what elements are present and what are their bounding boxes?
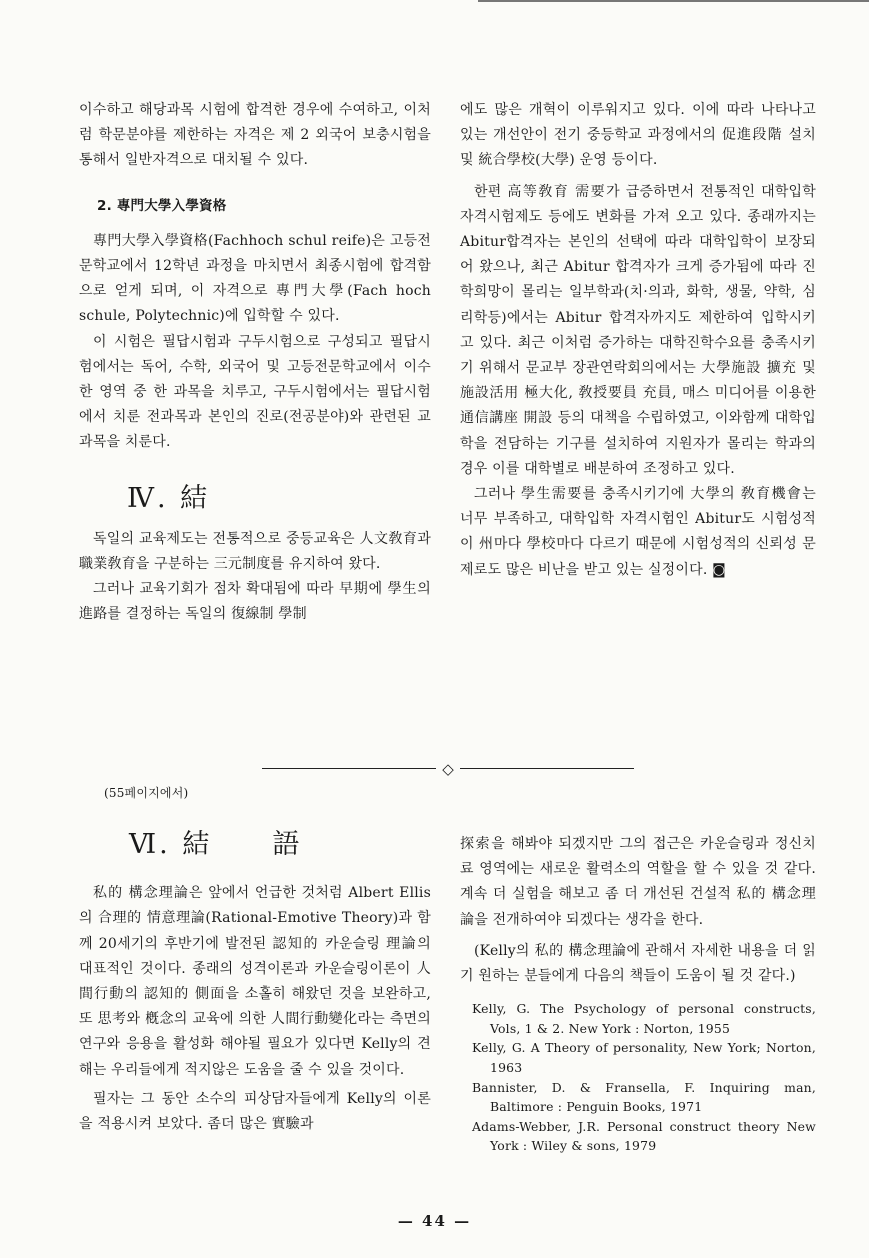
upper-left-column bbox=[79, 98, 431, 628]
divider-line-left bbox=[262, 768, 436, 769]
paragraph: 필자는 그 동안 소수의 피상담자들에게 Kelly의 이론을 적용시켜 보았다. 좀더 많은 實驗과 bbox=[79, 1090, 431, 1133]
paragraph: 독일의 교육제도는 전통적으로 중등교육은 人文敎育과 職業敎育을 구분하는 三元制度를 유지하여 왔다. bbox=[79, 530, 431, 573]
section-divider bbox=[262, 759, 634, 779]
paragraph: 그러나 교육기회가 점차 확대됨에 따라 早期에 學生의 進路를 결정하는 독일의 復線制 學制 bbox=[79, 581, 431, 623]
top-rule bbox=[478, 0, 869, 2]
reference-item: Kelly, G. A Theory of personality, New York; Norton, 1963 bbox=[472, 1040, 816, 1075]
paragraph: (Kelly의 私的 構念理論에 관해서 자세한 내용을 더 읽기 원하는 분들에게 다음의 책들이 도움이 될 것 같다.) bbox=[460, 942, 816, 985]
chapter-heading: Ⅳ. 結 bbox=[127, 482, 211, 514]
paragraph: 이 시험은 필답시험과 구두시험으로 구성되고 필답시험에서는 독어, 수학, 외국어 및 고등전문학교에서 이수한 영역 중 한 과목을 치루고, 구두시험에서는 필답시험에서 치룬 전과목과 본인의 진로(전공분야)와 관련된 교과목을 치룬다. bbox=[79, 333, 431, 451]
reference-item: Kelly, G. The Psychology of personal constructs, Vols, 1 & 2. New York : Norton, 1955 bbox=[472, 1001, 816, 1036]
paragraph: 探索을 해봐야 되겠지만 그의 접근은 카운슬링과 정신치료 영역에는 새로운 활력소의 역할을 할 수 있을 것 같다. 계속 더 실험을 해보고 좀 더 개선된 건설적 私的 構念理論을 전개하여야 되겠다는 생각을 한다. bbox=[460, 836, 816, 928]
reference-item: Adams-Webber, J.R. Personal construct theory New York : Wiley & sons, 1979 bbox=[472, 1118, 816, 1154]
diamond-icon: ◇ bbox=[442, 760, 454, 778]
page-number: — 44 — bbox=[397, 1212, 472, 1230]
lower-right-column bbox=[460, 832, 816, 1156]
section-heading: 2. 專門大學入學資格 bbox=[97, 197, 227, 214]
paragraph: 에도 많은 개혁이 이루워지고 있다. 이에 따라 나타나고 있는 개선안이 전기 중등학교 과정에서의 促進段階 설치 및 統合學校(大學) 운영 등이다. bbox=[460, 102, 816, 169]
reference-list bbox=[460, 999, 816, 1156]
divider-line-right bbox=[460, 768, 634, 769]
paragraph-text: 그러나 學生需要를 충족시키기에 大學의 敎育機會는 너무 부족하고, 대학입학 자격시험인 Abitur도 시험성적이 州마다 學校마다 다르기 때문에 시험성적의 신뢰성 문제로도 많은 비난을 받고 있는 실정이다. bbox=[460, 486, 816, 578]
end-mark: ◙ bbox=[712, 561, 726, 578]
paragraph bbox=[460, 482, 816, 583]
paragraph: 이수하고 해당과목 시험에 합격한 경우에 수여하고, 이처럼 학문분야를 제한하는 자격은 제 2 외국어 보충시험을 통해서 일반자격으로 대치될 수 있다. bbox=[79, 102, 431, 169]
paragraph: 私的 構念理論은 앞에서 언급한 것처럼 Albert Ellis의 合理的 情意理論(Rational-Emotive Theory)과 함께 20세기의 후반기에 발전된 認知的 카운슬링 理論의 대표적인 것이다. 종래의 성격이론과 카운슬링이론이 人間行動의 認知的 側面을 소홀히 해왔던 것을 보완하고, 또 思考와 槪念의 교육에 의한 人間行動變化라는 측면의 연구와 응용을 활성화 해야될 필요가 있다면 Kelly의 견해는 우리들에게 적지않은 도움을 줄 수 있을 것이다. bbox=[79, 885, 431, 1078]
continued-note: (55페이지에서) bbox=[104, 786, 189, 800]
chapter-heading: Ⅵ. 結 語 bbox=[129, 829, 303, 860]
paragraph: 한편 高等敎育 需要가 급증하면서 전통적인 대학입학 자격시험제도 등에도 변화를 가져 오고 있다. 종래까지는 Abitur합격자는 본인의 선택에 따라 대학입학이 보장되어 왔으나, 최근 Abitur 합격자가 크게 증가됨에 따라 진학희망이 몰리는 일부학과(치·의과, 화학, 생물, 약학, 심리학등)에서는 Abitur 합격자까지도 제한하여 입학시키고 있다. 최근 이처럼 증가하는 대학진학수요를 충족시키기 위해서 문교부 장관연락회의에서는 大學施設 擴充 및 施設活用 極大化, 敎授要員 充員, 매스 미디어를 이용한 通信講座 開設 등의 대책을 수립하였고, 이와함께 대학입학을 전담하는 기구를 설치하여 지원자가 몰리는 학과의 경우 이를 대학별로 배분하여 조정하고 있다. bbox=[460, 183, 816, 477]
paragraph: 專門大學入學資格(Fachhoch schul reife)은 고등전문학교에서 12학년 과정을 마치면서 최종시험에 합격함으로 얻게 되며, 이 자격으로 專門大學(Fach hoch schule, Polytechnic)에 입학할 수 있다. bbox=[79, 232, 431, 325]
lower-left-column bbox=[79, 829, 431, 1137]
reference-item: Bannister, D. & Fransella, F. Inquiring man, Baltimore : Penguin Books, 1971 bbox=[472, 1079, 816, 1115]
upper-right-column bbox=[460, 98, 816, 583]
